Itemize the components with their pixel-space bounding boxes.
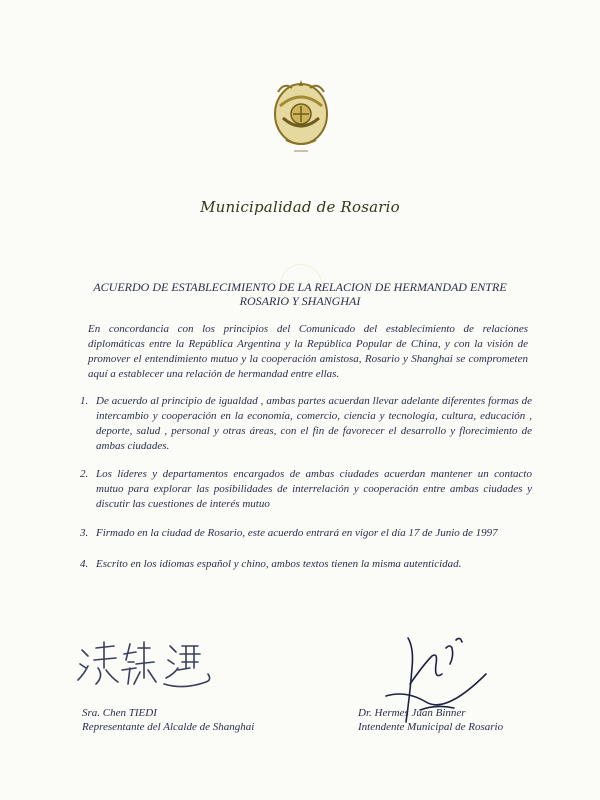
signatory-name: Dr. Hermes Juan Binner xyxy=(358,707,466,719)
clause-number: 3. xyxy=(80,527,89,539)
coat-of-arms-icon xyxy=(266,76,336,158)
clause-number: 4. xyxy=(80,558,89,570)
agreement-title-line2: ROSARIO Y SHANGHAI xyxy=(239,294,361,308)
signatory-shanghai xyxy=(82,706,254,734)
chinese-signature xyxy=(74,638,224,690)
signatory-role: Representante del Alcalde de Shanghai xyxy=(82,721,255,733)
agreement-title xyxy=(60,280,540,308)
municipality-heading: Municipalidad de Rosario xyxy=(200,198,400,216)
clause-list xyxy=(80,394,532,572)
clause-number: 2. xyxy=(80,468,89,480)
clause-text: De acuerdo al principio de igualdad , ambas partes acuerdan llevar adelante diferentes formas de intercambio y cooperación en la economía, comercio, ciencia y tecnología, cultura, educación , deporte, salud , personal y otras áreas, con el fin de favorecer el desarrollo y florecimiento de ambas ciudades. xyxy=(96,395,532,452)
clause-item xyxy=(80,557,532,572)
agreement-title-line1: ACUERDO DE ESTABLECIMIENTO DE LA RELACION DE HERMANDAD ENTRE xyxy=(93,280,507,294)
signatory-rosario xyxy=(358,706,503,734)
signatory-name: Sra. Chen TIEDI xyxy=(82,707,157,719)
clause-item xyxy=(80,526,532,541)
signatory-role: Intendente Municipal de Rosario xyxy=(358,721,504,733)
intro-paragraph: En concordancia con los principios del Comunicado del establecimiento de relaciones diplomáticas entre la República Argentina y la República Popular de China, y con la visión de promover el entendimiento mutuo y la cooperación amistosa, Rosario y Shanghai se comprometen aquí a establecer una relación de hermandad entre ellas. xyxy=(88,323,528,380)
clause-text: Firmado en la ciudad de Rosario, este acuerdo entrará en vigor el día 17 de Junio de 1997 xyxy=(96,527,498,539)
clause-text: Los líderes y departamentos encargados de ambas ciudades acuerdan mantener un contacto mutuo para explorar las posibilidades de interrelación y cooperación entre ambas ciudades y discutir las cuestiones de interés mutuo xyxy=(96,468,532,510)
clause-item xyxy=(80,394,532,454)
clause-item xyxy=(80,467,532,512)
clause-number: 1. xyxy=(80,395,89,407)
clause-text: Escrito en los idiomas español y chino, ambos textos tienen la misma autenticidad. xyxy=(96,558,462,570)
